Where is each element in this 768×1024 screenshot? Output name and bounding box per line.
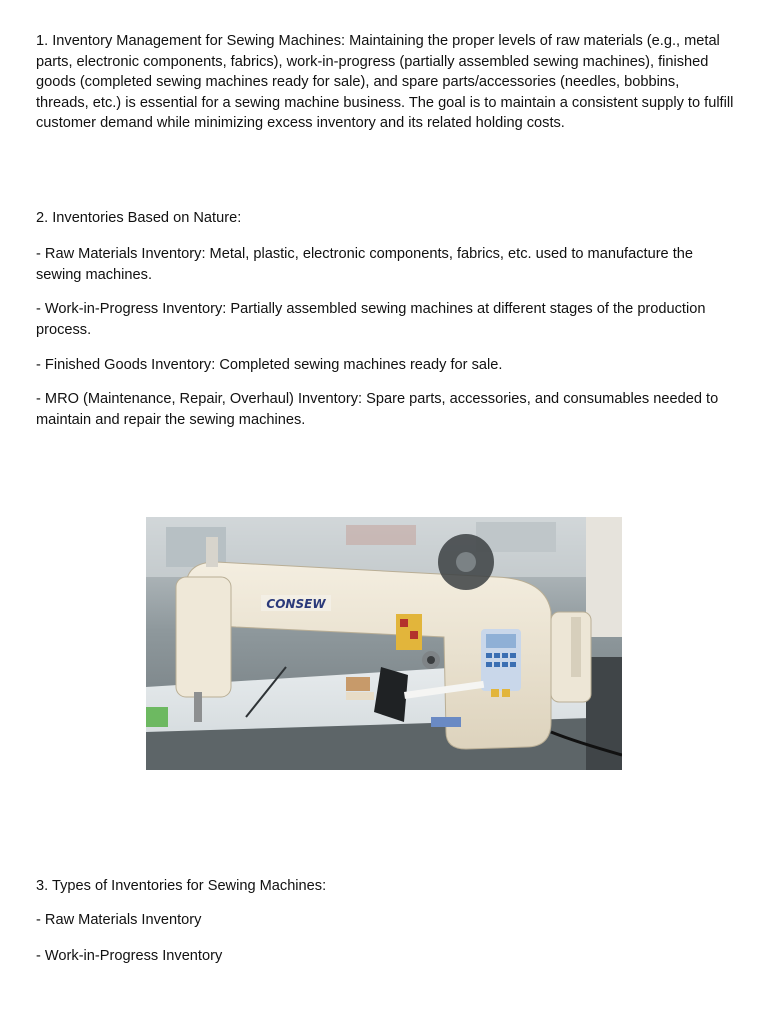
section-3-item-raw-materials: - Raw Materials Inventory: [36, 912, 202, 928]
section-3-heading: 3. Types of Inventories for Sewing Machines:: [36, 878, 327, 894]
section-2-item-work-in-progress: - Work-in-Progress Inventory: Partially assembled sewing machines at different stages of the production process.: [36, 301, 706, 338]
section-2-item-raw-materials: - Raw Materials Inventory: Metal, plastic, electronic components, fabrics, etc. used to manufacture the sewing machines.: [36, 246, 694, 283]
section-2-item-finished-goods: - Finished Goods Inventory: Completed sewing machines ready for sale.: [36, 357, 503, 373]
section-3-item-work-in-progress: - Work-in-Progress Inventory: [36, 948, 223, 964]
brand-label: CONSEW: [266, 597, 326, 611]
sewing-machine-illustration: [146, 517, 622, 770]
section-2-item-mro: - MRO (Maintenance, Repair, Overhaul) Inventory: Spare parts, accessories, and consumables needed to maintain and repair the sewing machines.: [36, 391, 719, 428]
section-2-heading: 2. Inventories Based on Nature:: [36, 210, 242, 226]
section-1-paragraph: 1. Inventory Management for Sewing Machines: Maintaining the proper levels of raw materials (e.g., metal parts, electronic components, fabrics), work-in-progress (partially assembled sewing machines), finished goods (completed sewing machines ready for sale), and spare parts/accessories (needles, bobbins, threads, etc.) is essential for a sewing machine business. The goal is to maintain a consistent supply to fulfill customer demand while minimizing excess inventory and its related holding costs.: [36, 33, 734, 132]
sewing-machine-photo: [146, 517, 622, 770]
